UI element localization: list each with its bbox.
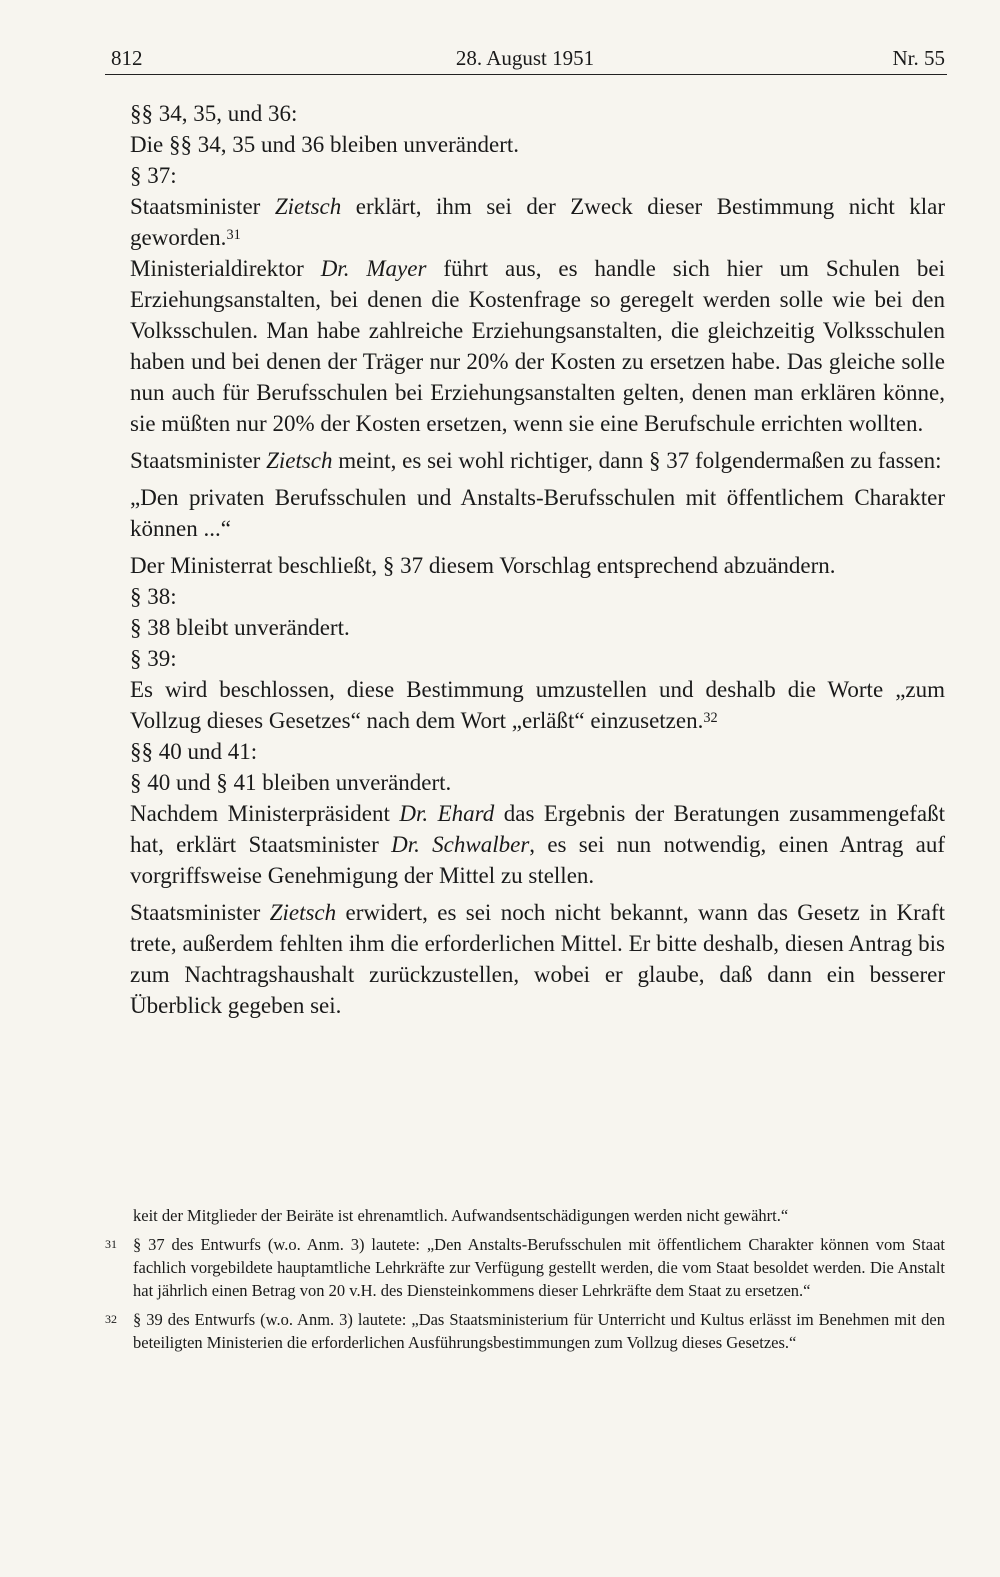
section-heading-37: § 37: <box>130 163 177 188</box>
quoted-proposal: „Den privaten Berufsschulen und Anstalts-Berufsschulen mit öffentlichem Charakter können ...“ <box>130 485 945 541</box>
paragraph: Staatsminister Zietsch meint, es sei wohl richtiger, dann § 37 folgendermaßen zu fassen: <box>130 448 942 473</box>
speaker-name: Zietsch <box>266 448 333 473</box>
speaker-name: Zietsch <box>274 194 342 219</box>
section-heading-34-36: §§ 34, 35, und 36: <box>130 101 298 126</box>
issue-number: Nr. 55 <box>892 46 945 70</box>
paragraph: Es wird beschlossen, diese Bestimmung umzustellen und deshalb die Worte „zum Vollzug dieses Gesetzes“ nach dem Wort „erläßt“ einzusetzen.$^{32}$ <box>130 677 945 733</box>
footnote-32: 32 § 39 des Entwurfs (w.o. Anm. 3) lautete: „Das Staatsministerium für Unterricht und Kultus erlässt im Benehmen mit den beteiligten Ministerien die erforderlichen Ausführungsbestimmungen zum Vollzug dieses Gesetzes.“ <box>105 1310 945 1352</box>
footnote-ref: 31 <box>226 227 241 243</box>
footnote-number: 31 <box>105 1237 117 1251</box>
section-heading-40-41: §§ 40 und 41: <box>130 739 258 764</box>
footnotes <box>105 1204 945 1354</box>
section-heading-38: § 38: <box>130 584 177 609</box>
body-text <box>130 98 945 1021</box>
paragraph: § 38 bleibt unverändert. <box>130 615 350 640</box>
section-heading-39: § 39: <box>130 646 177 671</box>
speaker-name: Dr. Mayer <box>320 256 427 281</box>
paragraph: Ministerialdirektor Dr. Mayer führt aus, es handle sich hier um Schulen bei Erziehungsanstalten, bei denen die Kostenfrage so geregelt werden solle wie bei den Volksschulen. Man habe zahlreiche Erziehungsanstalten, die gleichzeitig Volksschulen haben und bei denen der Träger nur 20% der Kosten zu ersetzen habe. Das gleiche solle nun auch für Berufsschulen bei Erziehungsanstalten gelten, denen man erklären könne, sie müßten nur 20% der Kosten ersetzen, wenn sie eine Berufschule errichten wollten. <box>130 256 945 436</box>
paragraph: Der Ministerrat beschließt, § 37 diesem Vorschlag entsprechend abzuändern. <box>130 553 836 578</box>
footnote-number: 32 <box>105 1312 117 1326</box>
paragraph: Die §§ 34, 35 und 36 bleiben unverändert. <box>130 132 519 157</box>
paragraph: Nachdem Ministerpräsident Dr. Ehard das Ergebnis der Beratungen zusammengefaßt hat, erklärt Staatsminister Dr. Schwalber, es sei nun notwendig, einen Antrag auf vorgriffsweise Genehmigung der Mittel zu stellen. <box>130 801 945 888</box>
speaker-name: Dr. Schwalber <box>391 832 530 857</box>
header-date: 28. August 1951 <box>455 46 595 70</box>
footnote-31: 31 § 37 des Entwurfs (w.o. Anm. 3) lautete: „Den Anstalts-Berufsschulen mit öffentlichem Charakter können vom Staat fachlich vorgebildete hauptamtliche Lehrkräfte zur Verfügung gestellt werden, die vom Staat besoldet werden. Die Anstalt hat jährlich einen Betrag von 20 v.H. des Diensteinkommens dieser Lehrkräfte dem Staat zu ersetzen.“ <box>105 1235 945 1300</box>
speaker-name: Zietsch <box>269 900 337 925</box>
header-rule <box>105 74 947 75</box>
page-number: 812 <box>111 46 143 70</box>
paragraph: § 40 und § 41 bleiben unverändert. <box>130 770 452 795</box>
page-header <box>105 40 945 74</box>
footnote-continuation: keit der Mitglieder der Beiräte ist ehrenamtlich. Aufwandsentschädigungen werden nicht gewährt.“ <box>133 1206 789 1225</box>
paragraph: Staatsminister Zietsch erwidert, es sei noch nicht bekannt, wann das Gesetz in Kraft trete, außerdem fehlten ihm die erforderlichen Mittel. Er bitte deshalb, diesen Antrag bis zum Nachtragshaushalt zurückzustellen, wobei er glaube, daß dann ein besserer Überblick gegeben sei. <box>130 900 945 1018</box>
paragraph: Staatsminister Zietsch erklärt, ihm sei der Zweck dieser Bestimmung nicht klar geworden.$^{31}$ <box>130 194 946 250</box>
speaker-name: Dr. Ehard <box>399 801 495 826</box>
footnote-ref: 32 <box>703 710 718 726</box>
